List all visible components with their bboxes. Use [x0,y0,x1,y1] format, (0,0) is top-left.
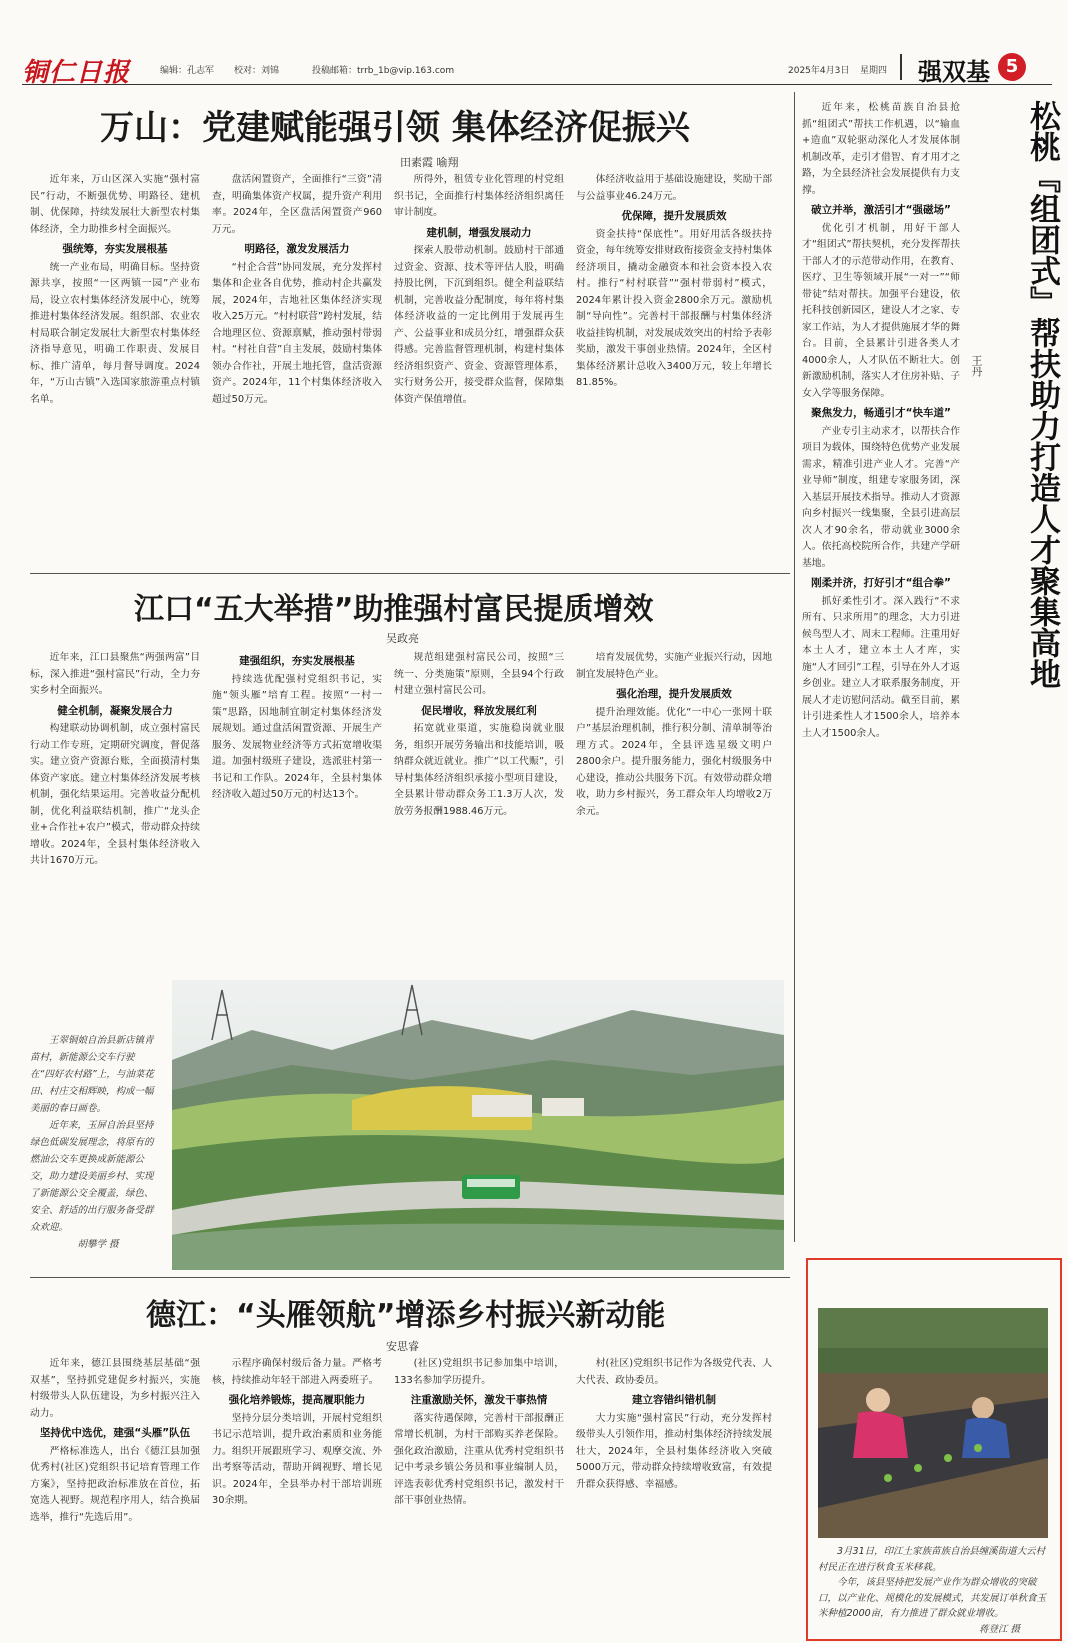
article2-column-2: 建强组织，夯实发展根基 持续选优配强村党组织书记，实施“领头雁”培育工程。按照“一村一策”思路，因地制宜制定村集体经济发展规划。通过盘活闲置资源、开展生产服务、发展物业经济等方式拓宽增收渠道。加强村级班子建设，选派驻村第一书记和工作队。2024年，全县村集体经济收入超过50万元的村达13个。 [212,655,382,800]
photo-caption: 王翠铜娘自治县新店镇青苗村，新能源公交车行驶在“四好农村路”上，与油菜花田、村庄交相辉映，构成一幅美丽的春日画卷。 近年来，玉屏自治县坚持绿色低碳发展理念，将原有的燃油公交车更换成新能源公交，助力建设美丽乡村、实现了新能源公交全覆盖，绿色、安全、舒适的出行服务备受群众欢迎。 胡攀学 摄 [30,1035,154,1250]
masthead-divider [900,54,902,80]
article3-column-1: 近年来，德江县围绕基层基础“强双基”，坚持抓党建促乡村振兴，实施村级带头人队伍建设，为乡村振兴注入动力。 坚持优中选优，建强“头雁”队伍 严格标准选人，出台《德江县加强优秀村(社区)党组织书记培育管理工作方案》，坚持把政治标准放在首位，拓宽选人视野。规范程序用人，结合换届选举，推行“先选后用”。 [30,1358,200,1523]
article1-column-2: 盘活闲置资产，全面推行“三资”清查，明确集体资产权属，提升资产利用率。2024年，全区盘活闲置资产960万元。 明路径，激发发展活力 “村企合营”协同发展，充分发挥村集体和企业各自优势，推动村企共赢发展，2024年，吉地社区集体经济实现收入25万元。“村村联营”跨村发展，结合地理区位、资源禀赋，推动强村带弱村。“村社自营”自主发展，鼓励村集体领办合作社，开展土地托管，盘活资源资产。2024年，11个村集体经济收入超过50万元。 [212,174,382,405]
article1-byline: 田素霞 喻翔 [400,156,459,169]
page-number-badge: 5 [998,53,1026,81]
article1-headline: 万山：党建赋能强引领 集体经济促振兴 [100,108,690,148]
sidebar-byline: 王丹 [970,355,983,377]
article1-column-1: 近年来，万山区深入实施“强村富民”行动，不断强优势、明路径、建机制、优保障，持续发展壮大新型农村集体经济，全力助推乡村全面振兴。 强统筹，夯实发展根基 统一产业布局，明确目标。坚持资源共享，按照“一区两镇一园”产业布局，设立农村集体经济发展中心，统筹推进村集体经济发展。组织部、农业农村局联合制定发展壮大新型农村集体经济指导意见，明确工作职责、发展目标、推广清单，每月督导调度。2024年，“万山古镇”入选国家旅游重点村镇名单。 [30,174,200,405]
newspaper-logo: 铜仁日报 [22,58,131,88]
section-name: 强双基 [918,58,990,86]
article2-byline: 吴政亮 [386,632,419,645]
article2-column-4: 培育发展优势，实施产业振兴行动，因地制宜发展特色产业。 强化治理，提升发展质效 提升治理效能。优化“一中心一张网十联户”基层治理机制，推行积分制、清单制等治理方式。2024年，全县评选星级文明户2800余户。提升服务能力，强化村级服务中心建设，推动公共服务下沉。有效带动群众增收，助力乡村振兴，务工群众年人均增收2万余元。 [576,652,772,817]
divider [30,573,790,574]
article1-column-3: 所得外，租赁专业化管理的村党组织书记，全面推行村集体经济组织离任审计制度。 建机制，增强发展动力 探索人股带动机制。鼓励村干部通过资金、资源、技术等评估人股，明确持股比例，下沉到组织。健全利益联结机制，完善收益分配制度，每年将村集体经济收益的一定比例用于发展再生产、公益事业和成员分红，增强群众获得感。完善监督管理机制，构建村集体经济组织资产、资金、资源管理体系，实行财务公开，接受群众监督，保障集体资产保值增值。 [394,174,564,405]
proofreader-label: 校对：刘锦 [234,66,280,76]
masthead [22,50,1052,88]
rural-landscape-image [172,980,784,1270]
divider [30,1277,790,1278]
article1-column-4: 体经济收益用于基础设施建设，奖励干部与公益事业46.24万元。 优保障，提升发展质效 资金扶持“保底性”。用好用活各级扶持资金，每年统筹安排财政衔接资金支持村集体经济项目，撬动金融资本和社会资本投入农村。推行“村村联营”“强村带弱村”模式，2024年累计投入资金2800余万元。激励机制“导向性”。完善村干部报酬与村集体经济收益挂钩机制，对发展成效突出的村给予表彰奖励，激发干事创业热情。2024年，全区村集体经济累计总收入3400万元，较上年增长81.85%。 [576,174,772,388]
divider [794,92,795,1242]
farmers-planting-photo [818,1308,1048,1538]
small-photo-caption: 3月31日，印江土家族苗族自治县缠溪街道大云村村民正在进行秋食玉米移栽。 今年，该县坚持把发展产业作为群众增收的突破口，以产业化、规模化的发展模式，共发展订单秋食玉米种植2000亩，有力推进了群众就业增收。 蒋登江 摄 [818,1544,1050,1637]
sidebar-headline: 松桃『组团式』帮扶助力打造人才聚集高地 [1024,100,1060,689]
article3-column-3: (社区)党组织书记参加集中培训，133名参加学历提升。 注重激励关怀，激发干事热情 落实待遇保障，完善村干部报酬正常增长机制，为村干部购买养老保险。强化政治激励，注重从优秀村党组织书记中考录乡镇公务员和事业编制人员，评选表彰优秀村党组织书记，激发村干部干事创业热情。 [394,1358,564,1506]
editor-label: 编辑：孔志军 [160,66,215,76]
weekday-label: 星期四 [860,66,888,76]
article2-column-3: 规范组建强村富民公司，按照“三统一、分类施策”原则，全县94个行政村建立强村富民公司。 促民增收，释放发展红利 拓宽就业渠道，实施稳岗就业服务，组织开展劳务输出和技能培训，吸纳群众就近就业。推广“以工代赈”，引导村集体经济组织承接小型项目建设，全县累计带动群众务工1.3万人次，发放劳务报酬1988.46万元。 [394,652,564,817]
date-label: 2025年4月3日 [788,66,850,76]
rural-bus-photo [172,980,784,1270]
article3-column-4: 村(社区)党组织书记作为各级党代表、人大代表、政协委员。 建立容错纠错机制 大力实施“强村富民”行动，充分发挥村级带头人引领作用，推动村集体经济持续发展壮大，2024年，全县村集体经济收入突破5000万元，带动群众持续增收致富，有效提升群众获得感、幸福感。 [576,1358,772,1490]
article2-column-1: 近年来，江口县聚焦“两强两富”目标，深入推进“强村富民”行动，全力夯实乡村全面振兴。 健全机制，凝聚发展合力 构建联动协调机制，成立强村富民行动工作专班，定期研究调度，督促落实。建立资产资源台账，全面摸清村集体资产家底。建立村集体经济发展考核机制，强化结果运用。完善收益分配机制，优化利益联结机制，推广“龙头企业+合作社+农户”模式，带动群众持续增收。2024年，全县村集体经济收入共计1670万元。 [30,652,200,866]
article2-headline: 江口“五大举措”助推强村富民提质增效 [134,592,654,627]
email-label: 投稿邮箱：trrb_1b@vip.163.com [312,66,455,76]
field-work-image [818,1308,1048,1538]
sidebar-column: 近年来，松桃苗族自治县抢抓“组团式”帮扶工作机遇，以“输血+造血”双轮驱动深化人才发展体制机制改革，走引才借智、育才用才之路，为全县经济社会发展提供有力支撑。 破立并举，激活引才“强磁场” 优化引才机制，用好干部人才“组团式”帮扶契机，充分发挥帮扶干部人才的示范带动作用，在教育、医疗、卫生等领域开展“一对一”“师带徒”结对帮扶。加强平台建设，依托科技创新园区，建设人才之家、专家工作站，为人才提供施展才华的舞台。目前，全县累计引进各类人才4000余人，人才队伍不断壮大。创新激励机制，落实人才住房补贴、子女入学等服务保障。 聚焦发力，畅通引才“快车道” 产业专引主动求才，以帮扶合作项目为载体，围绕特色优势产业发展需求，精准引进产业人才。完善“产业导师”制度，组建专家服务团，深入基层开展技术指导。推动人才资源向乡村振兴一线集聚，全县引进高层次人才90余名，带动就业3000余人。依托高校院所合作，共建产学研基地。 刚柔并济，打好引才“组合拳” 抓好柔性引才。深入践行“不求所有、只求所用”的理念，大力引进候鸟型人才、周末工程师。注重用好本土人才，建立本土人才库，实施“人才回引”工程，引导在外人才返乡创业。建立人才联系服务制度，开展人才走访慰问活动。截至目前，累计引进柔性人才1500余人，培养本土人才1500余人。 [802,102,960,739]
article3-headline: 德江：“头雁领航”增添乡村振兴新动能 [146,1298,666,1333]
photo-credit: 蒋登江 摄 [978,1623,1020,1635]
article3-column-2: 示程序确保村级后备力量。严格考核，持续推动年轻干部进入两委班子。 强化培养锻炼，提高履职能力 坚持分层分类培训，开展村党组织书记示范培训，提升政治素质和业务能力。组织开展跟班学习、观摩交流、外出考察等活动，帮助开阔视野、增长见识。2024年，全县举办村干部培训班30余期。 [212,1358,382,1506]
article3-byline: 安思睿 [386,1340,419,1353]
